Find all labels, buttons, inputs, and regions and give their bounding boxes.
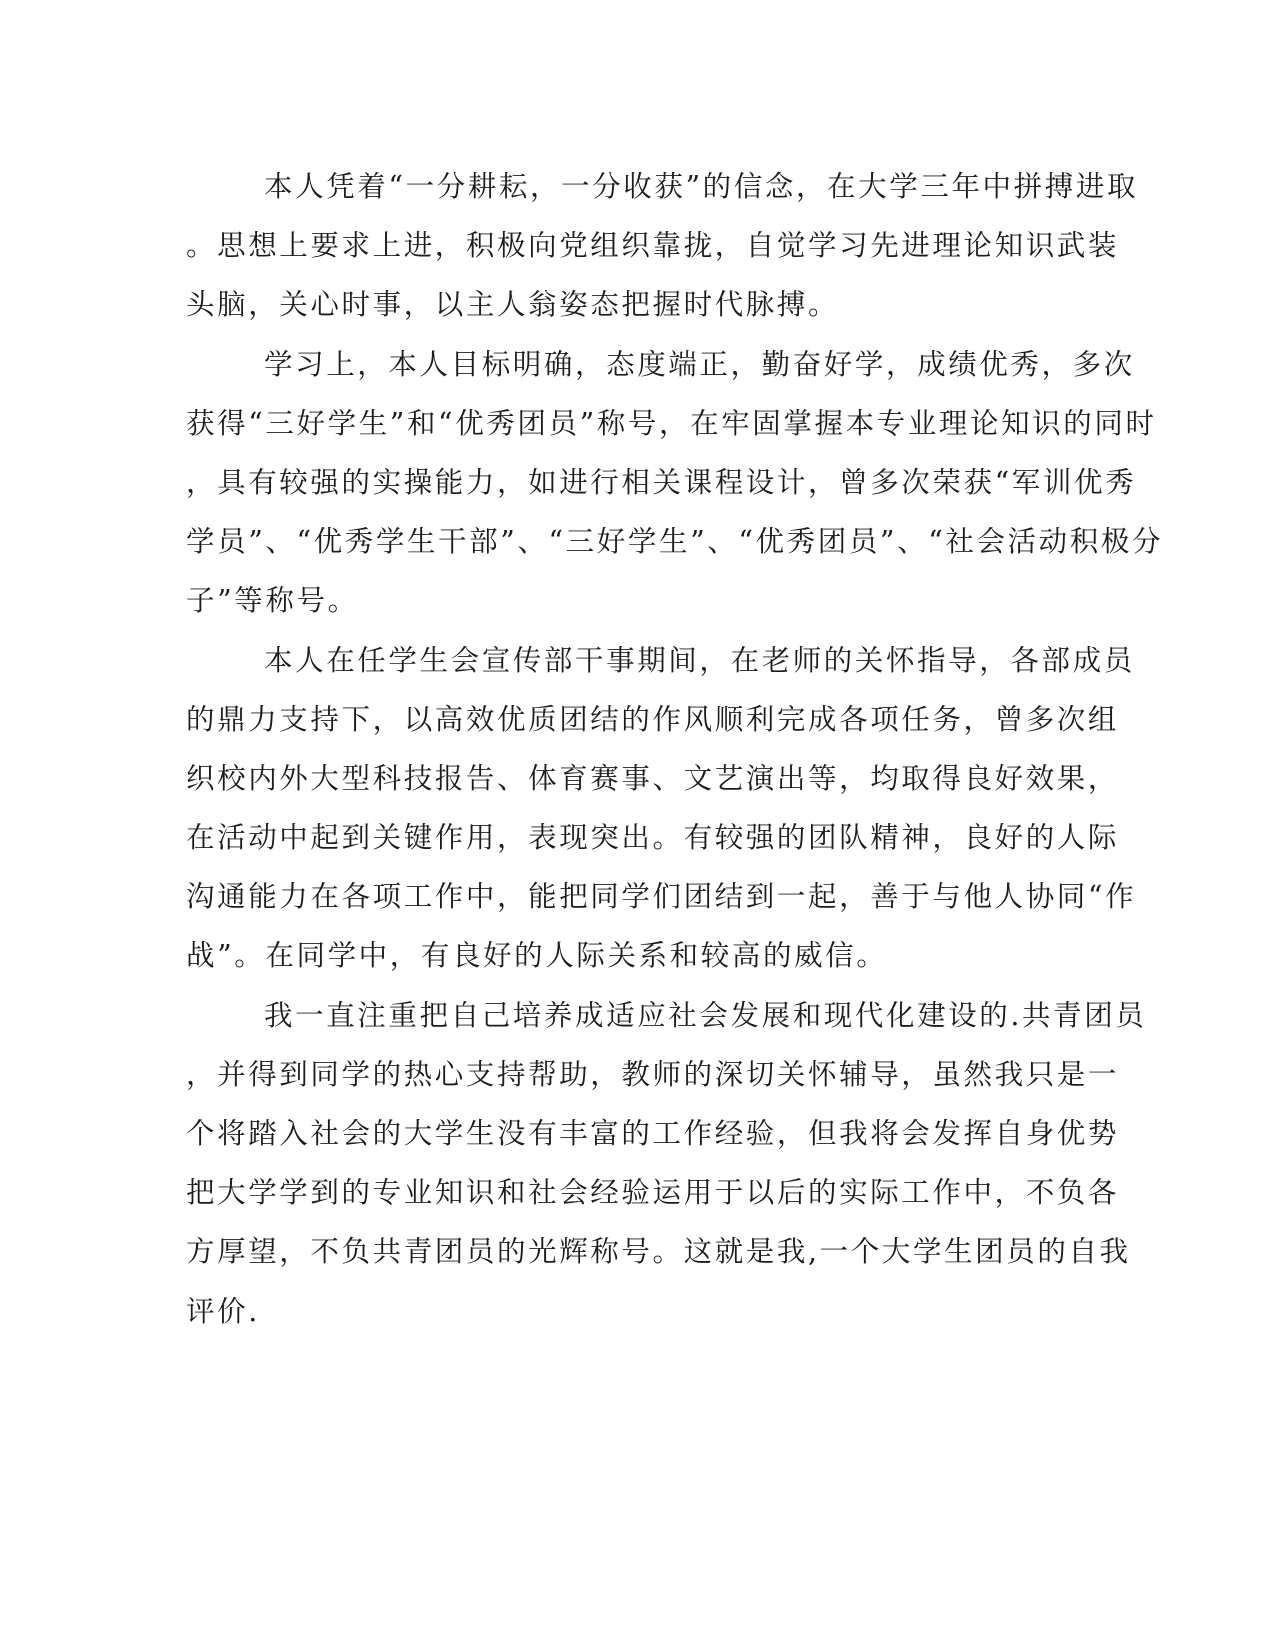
paragraph-1-line-1: 本人凭着“一分耕耘，一分收获”的信念，在大学三年中拼搏进取 [264, 170, 1139, 203]
paragraph-2-line-4: 学员”、“优秀学生干部”、“三好学生”、“优秀团员”、“社会活动积极分 [186, 525, 1164, 559]
paragraph-2-line-1: 学习上，本人目标明确，态度端正，勤奋好学，成绩优秀，多次 [264, 347, 1135, 381]
paragraph-2-line-3: ，具有较强的实操能力，如进行相关课程设计，曾多次荣获“军训优秀 [186, 465, 1137, 499]
paragraph-3-line-1: 本人在任学生会宣传部干事期间，在老师的关怀指导，各部成员 [264, 643, 1135, 677]
paragraph-4-line-1: 我一直注重把自己培养成适应社会发展和现代化建设的.共青团员 [264, 998, 1147, 1032]
paragraph-4-line-3: 个将踏入社会的大学生没有丰富的工作经验，但我将会发挥自身优势 [186, 1117, 1120, 1150]
document-body [186, 157, 1164, 1341]
paragraph-1-line-2: 。思想上要求上进，积极向党组织靠拢，自觉学习先进理论知识武装 [186, 229, 1120, 263]
paragraph-4-line-4: 把大学学到的专业知识和社会经验运用于以后的实际工作中，不负各 [186, 1176, 1120, 1210]
paragraph-3-line-4: 在活动中起到关键作用，表现突出。有较强的团队精神，良好的人际 [186, 821, 1120, 855]
paragraph-3-line-5: 沟通能力在各项工作中，能把同学们团结到一起，善于与他人协同“作 [186, 880, 1137, 914]
paragraph-4-line-6: 评价. [186, 1294, 260, 1328]
paragraph-4-line-5: 方厚望，不负共青团员的光辉称号。这就是我,一个大学生团员的自我 [186, 1235, 1131, 1269]
paragraph-3-line-3: 织校内外大型科技报告、体育赛事、文艺演出等，均取得良好效果， [186, 761, 1120, 795]
paragraph-2-line-5: 子”等称号。 [186, 584, 359, 618]
paragraph-3-line-2: 的鼎力支持下，以高效优质团结的作风顺利完成各项任务，曾多次组 [186, 702, 1120, 736]
paragraph-2-line-2: 获得“三好学生”和“优秀团员”称号，在牢固掌握本专业理论知识的同时 [186, 406, 1157, 440]
paragraph-3-line-6: 战”。在同学中，有良好的人际关系和较高的威信。 [186, 939, 888, 973]
paragraph-4-line-2: ，并得到同学的热心支持帮助，教师的深切关怀辅导，虽然我只是一 [186, 1057, 1120, 1091]
paragraph-1-line-3: 头脑，关心时事，以主人翁姿态把握时代脉搏。 [186, 288, 840, 322]
